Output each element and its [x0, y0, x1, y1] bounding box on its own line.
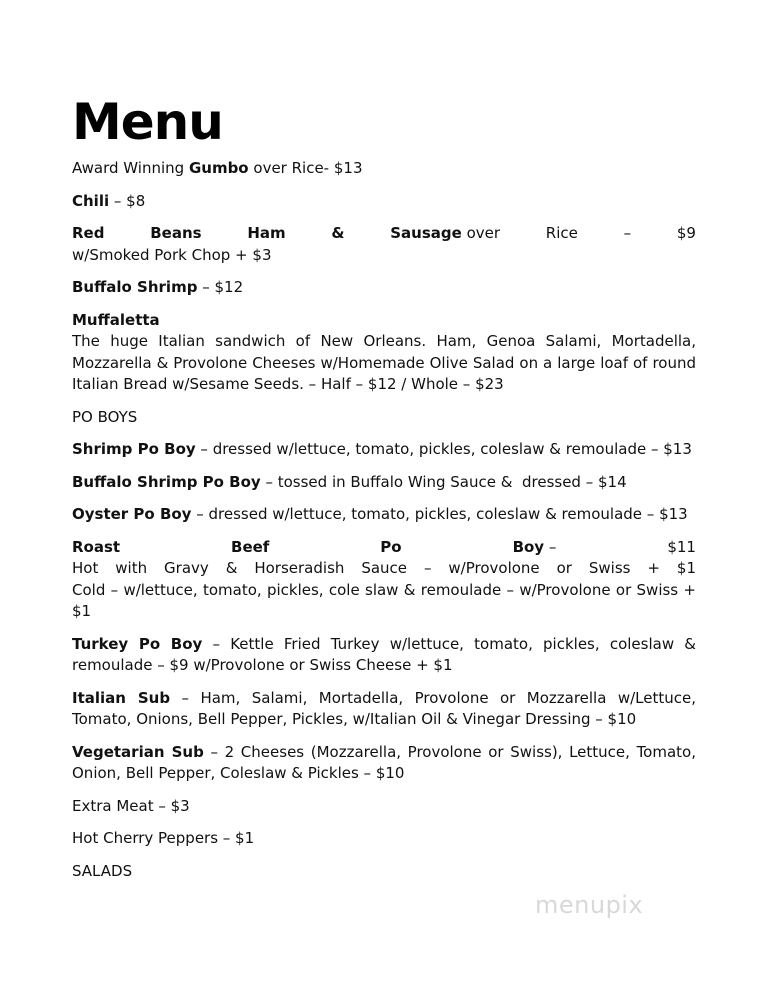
page-title: Menu: [72, 93, 223, 151]
item-name: Oyster Po Boy: [72, 505, 192, 523]
menu-item-shrimp-po-boy: [72, 439, 696, 461]
item-option-hot: Hot with Gravy & Horseradish Sauce – w/Provolone or Swiss + $1: [72, 559, 696, 577]
menu-item-italian-sub: [72, 688, 696, 731]
item-name: Gumbo: [188, 159, 249, 177]
item-details: over Rice- $13: [248, 159, 363, 177]
menu-item-red-beans: [72, 223, 696, 266]
menu-item-muffaletta: [72, 310, 696, 396]
item-prefix: Award Winning: [72, 159, 189, 177]
item-name-word: Sausage: [390, 224, 462, 242]
item-description: The huge Italian sandwich of New Orleans. Ham, Genoa Salami, Mortadella, Mozzarella & Provolone Cheeses w/Homemade Olive Salad on a large loaf of round Italian Bread w/Sesame Seeds. – Half – $12 / Whole – $23: [72, 332, 696, 393]
item-details: – $8: [109, 191, 146, 210]
item-name: Buffalo Shrimp: [72, 278, 198, 296]
menu-item-extra-meat: Extra Meat – $3: [72, 796, 190, 815]
menu-item-roast-beef-po-boy: [72, 537, 696, 623]
item-details: – dressed w/lettuce, tomato, pickles, coleslaw & remoulade – $13: [195, 440, 692, 458]
item-name-word: Beans: [150, 224, 202, 242]
item-name: Vegetarian Sub: [72, 742, 204, 761]
item-details: – tossed in Buffalo Wing Sauce & dressed – $14: [260, 472, 627, 491]
menu-list: [72, 158, 696, 893]
item-details: – Ham, Salami, Mortadella, Provolone or Mozzarella w/Lettuce, Tomato, Onions, Bell Pepper, Pickles, w/Italian Oil & Vinegar Dressing – $10: [72, 688, 697, 728]
menu-item-chili: [72, 191, 696, 213]
item-name-word: &: [331, 224, 345, 242]
item-name: Turkey Po Boy: [72, 634, 203, 653]
watermark-logo: menupix: [535, 891, 644, 919]
item-first-line: [72, 537, 696, 559]
item-detail-word: Rice: [545, 224, 578, 242]
item-detail-word: over: [466, 224, 501, 242]
item-first-line: [72, 223, 696, 245]
item-details: – dressed w/lettuce, tomato, pickles, coleslaw & remoulade – $13: [191, 505, 688, 523]
item-name: Shrimp Po Boy: [72, 440, 196, 458]
item-name: Chili: [72, 191, 110, 210]
item-price: $9: [676, 224, 696, 242]
section-header-salads: SALADS: [72, 861, 133, 880]
item-details: – Kettle Fried Turkey w/lettuce, tomato, pickles, coleslaw & remoulade – $9 w/Provolone or Swiss Cheese + $1: [72, 634, 696, 674]
item-name-word: Po: [380, 537, 402, 556]
item-detail-word: –: [623, 224, 632, 242]
item-name: Muffaletta: [72, 310, 160, 329]
menu-item-oyster-po-boy: [72, 504, 696, 526]
menu-item-buffalo-shrimp: [72, 277, 696, 299]
item-name-word: Red: [72, 224, 105, 242]
menu-item-buffalo-shrimp-po-boy: [72, 472, 696, 494]
menu-item-turkey-po-boy: [72, 634, 696, 677]
item-option-cold: Cold – w/lettuce, tomato, pickles, cole slaw & remoulade – w/Provolone or Swiss + $1: [72, 580, 696, 620]
item-name-word: Ham: [247, 224, 286, 242]
item-name: Italian Sub: [72, 688, 171, 707]
item-name-word: Roast: [72, 537, 121, 556]
menu-item-vegetarian-sub: [72, 742, 696, 785]
item-detail-word: –: [544, 537, 557, 556]
item-details: w/Smoked Pork Chop + $3: [72, 245, 272, 264]
item-name-word: Beef: [231, 537, 270, 556]
menu-item-hot-cherry-peppers: Hot Cherry Peppers – $1: [72, 829, 255, 847]
item-details: – 2 Cheeses (Mozzarella, Provolone or Swiss), Lettuce, Tomato, Onion, Bell Pepper, Coleslaw & Pickles – $10: [72, 742, 696, 782]
menu-item-gumbo: [72, 158, 696, 180]
item-price: $11: [667, 537, 696, 556]
item-name: Buffalo Shrimp Po Boy: [72, 472, 261, 491]
item-name-word: Boy: [512, 537, 545, 556]
item-details: – $12: [197, 278, 244, 296]
section-header-po-boys: PO BOYS: [72, 407, 138, 426]
